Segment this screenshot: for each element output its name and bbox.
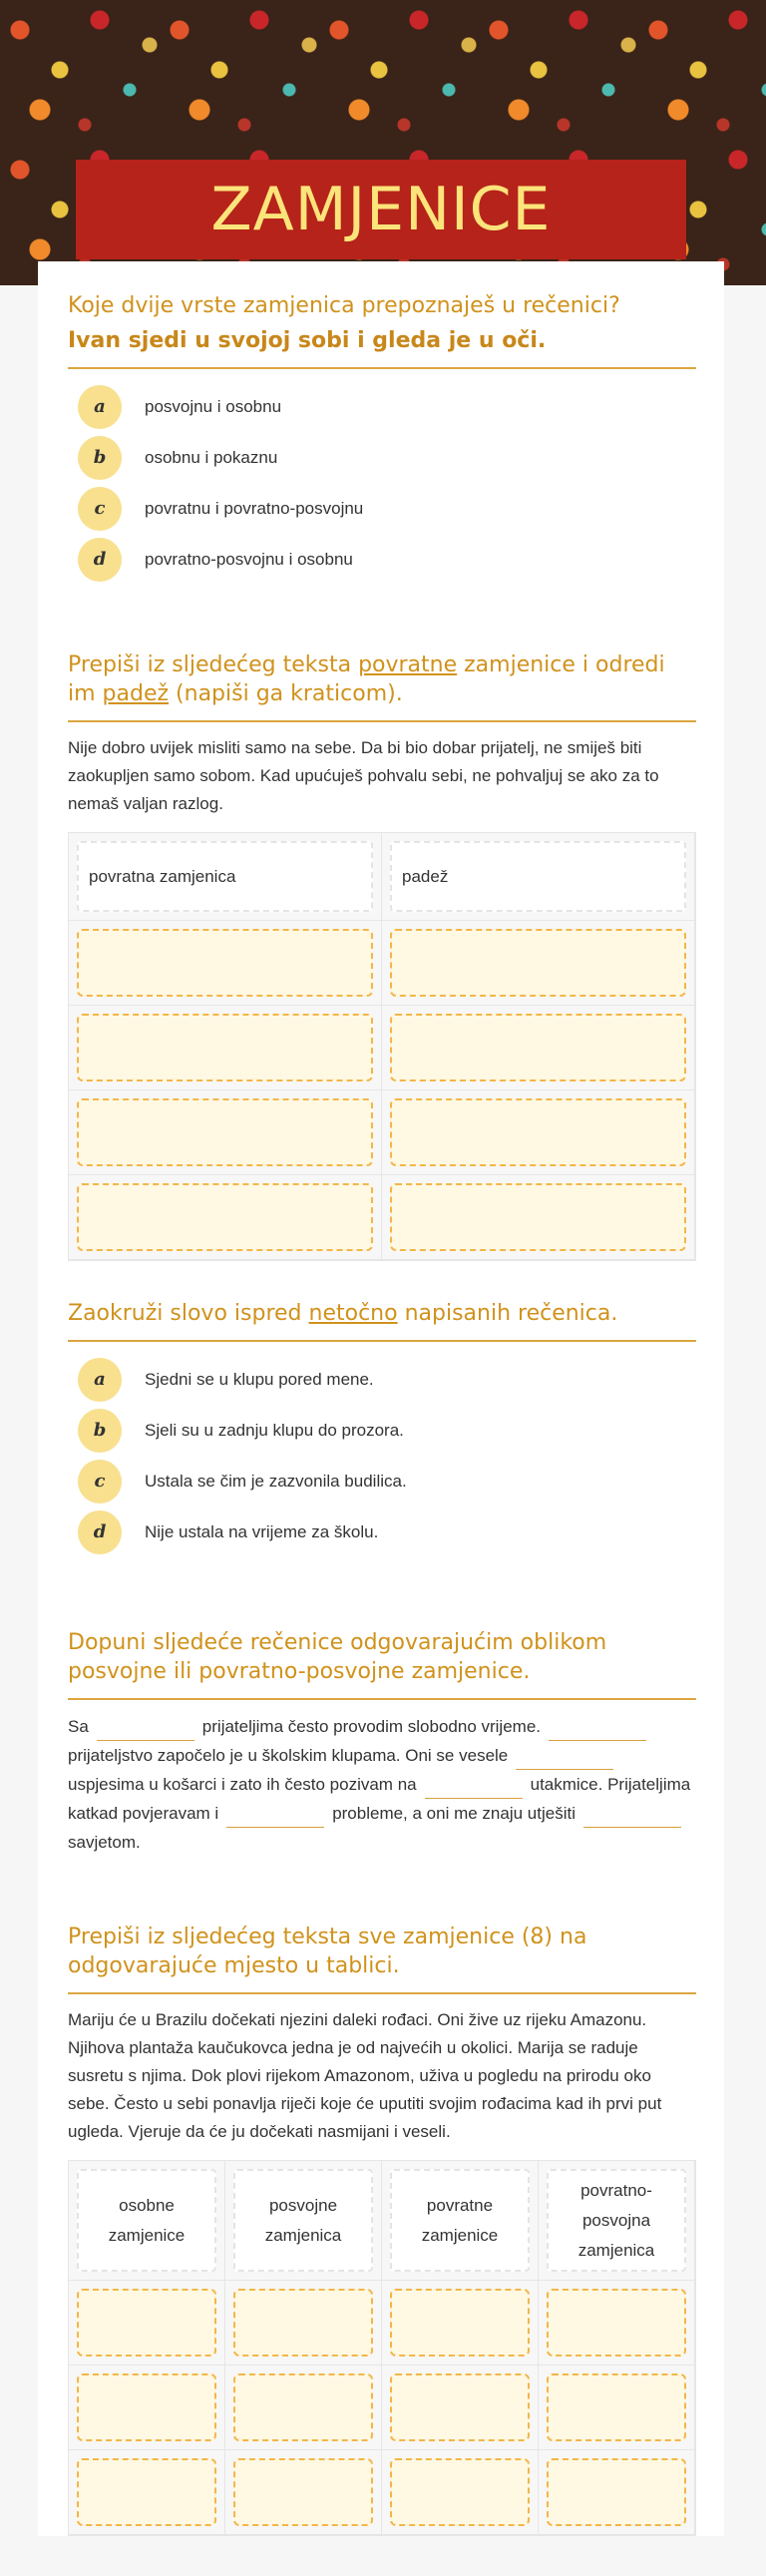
option-letter-badge[interactable]: a <box>78 385 122 429</box>
q2-text: Nije dobro uvijek misliti samo na sebe. Da bi bio dobar prijatelj, ne smiješ biti zaokupljen samo sobom. Kad upućuješ pohvalu sebi, ne pohvaljuj se ako za to nemaš valjan razlog. <box>68 738 659 813</box>
table-cell <box>225 2281 382 2365</box>
table-cell <box>69 1175 382 1260</box>
answer-input[interactable] <box>77 2289 216 2357</box>
q2-underline-povratne: povratne <box>358 652 458 677</box>
page-title: ZAMJENICE <box>210 175 552 244</box>
q5-heading: Prepiši iz sljedećeg teksta sve zamjenice (8) na odgovarajuće mjesto u tablici. <box>68 1923 696 1994</box>
q2-heading-text: Prepiši iz sljedećeg teksta <box>68 652 359 677</box>
option-text: Nije ustala na vrijeme za školu. <box>145 1521 379 1541</box>
answer-input[interactable] <box>233 2373 373 2441</box>
q3-heading <box>68 1299 696 1342</box>
table-cell <box>382 1006 695 1090</box>
column-header: povratna zamjenica <box>77 841 373 912</box>
table-cell <box>69 1090 382 1175</box>
option-letter-badge[interactable]: b <box>78 436 122 480</box>
title-banner <box>76 160 686 259</box>
q3-heading-text: Zaokruži slovo ispred <box>68 1301 309 1326</box>
question-4 <box>68 1628 696 1857</box>
option-c[interactable] <box>78 483 696 534</box>
answer-input[interactable] <box>390 929 686 997</box>
option-text: posvojnu i osobnu <box>145 396 282 416</box>
table-cell <box>382 2450 539 2535</box>
blank-input[interactable] <box>97 1721 194 1741</box>
table-cell <box>69 921 382 1006</box>
table-cell <box>69 2450 225 2535</box>
option-letter-badge[interactable]: d <box>78 1510 122 1554</box>
option-b[interactable] <box>78 432 696 483</box>
answer-input[interactable] <box>390 1098 686 1166</box>
table-header-cell <box>539 2161 695 2281</box>
blank-input[interactable] <box>516 1750 613 1770</box>
answer-input[interactable] <box>77 1014 373 1081</box>
table-cell <box>382 1175 695 1260</box>
fill-text-segment: probleme, a oni me znaju utješiti <box>332 1804 575 1823</box>
option-d[interactable] <box>78 534 696 585</box>
table-cell <box>225 2365 382 2450</box>
q2-table <box>68 832 696 1261</box>
q2-heading-text: zamjenice i odredi im <box>68 652 665 706</box>
answer-input[interactable] <box>390 1183 686 1251</box>
column-header: posvojne zamjenica <box>233 2169 373 2272</box>
q4-heading: Dopuni sljedeće rečenice odgovarajućim oblikom posvojne ili povratno-posvojne zamjenice. <box>68 1628 696 1700</box>
answer-input[interactable] <box>390 1014 686 1081</box>
option-a[interactable] <box>78 381 696 432</box>
option-letter-badge[interactable]: c <box>78 487 122 531</box>
table-cell <box>539 2365 695 2450</box>
answer-input[interactable] <box>390 2458 530 2526</box>
fill-text-segment: uspjesima u košarci i zato ih često pozivam na <box>68 1775 417 1794</box>
table-cell <box>69 2281 225 2365</box>
option-text: osobnu i pokaznu <box>145 447 278 467</box>
answer-input[interactable] <box>77 1183 373 1251</box>
blank-input[interactable] <box>425 1779 523 1799</box>
blank-input[interactable] <box>583 1808 681 1828</box>
option-letter-badge[interactable]: a <box>78 1358 122 1402</box>
answer-input[interactable] <box>77 1098 373 1166</box>
column-header: osobne zamjenice <box>77 2169 216 2272</box>
table-cell <box>382 2365 539 2450</box>
q1-heading <box>68 291 696 369</box>
column-header: povratno-posvojna zamjenica <box>547 2169 686 2272</box>
answer-input[interactable] <box>77 2458 216 2526</box>
option-letter-badge[interactable]: b <box>78 1409 122 1453</box>
q3-underline-netocno: netočno <box>308 1301 398 1326</box>
q2-underline-padez: padež <box>102 681 170 706</box>
fill-text-segment: Sa <box>68 1717 89 1736</box>
option-text: povratnu i povratno-posvojnu <box>145 498 364 518</box>
fill-text-segment: prijateljstvo započelo je u školskim klupama. Oni se vesele <box>68 1746 509 1765</box>
option-a[interactable] <box>78 1354 696 1405</box>
answer-input[interactable] <box>547 2458 686 2526</box>
table-header-cell <box>382 2161 539 2281</box>
table-cell <box>382 921 695 1006</box>
column-header: padež <box>390 841 686 912</box>
question-1 <box>68 291 696 585</box>
answer-input[interactable] <box>547 2373 686 2441</box>
q1-sentence: Ivan sjedi u svojoj sobi i gleda je u oči. <box>68 328 547 353</box>
table-cell <box>539 2281 695 2365</box>
option-letter-badge[interactable]: d <box>78 538 122 582</box>
answer-input[interactable] <box>233 2458 373 2526</box>
blank-input[interactable] <box>226 1808 324 1828</box>
answer-input[interactable] <box>390 2289 530 2357</box>
option-text: Sjeli su u zadnju klupu do prozora. <box>145 1420 404 1440</box>
q1-heading-text: Koje dvije vrste zamjenica prepoznaješ u rečenici? <box>68 293 620 318</box>
table-cell <box>69 2365 225 2450</box>
q4-fill-text <box>68 1712 696 1857</box>
answer-input[interactable] <box>233 2289 373 2357</box>
table-cell <box>225 2450 382 2535</box>
option-d[interactable] <box>78 1506 696 1557</box>
question-3 <box>68 1299 696 1557</box>
table-header-cell <box>69 2161 225 2281</box>
answer-input[interactable] <box>77 929 373 997</box>
option-text: povratno-posvojnu i osobnu <box>145 549 353 569</box>
answer-input[interactable] <box>390 2373 530 2441</box>
answer-input[interactable] <box>77 2373 216 2441</box>
fill-text-segment: savjetom. <box>68 1833 141 1852</box>
table-cell <box>382 1090 695 1175</box>
worksheet-card <box>38 261 724 2536</box>
column-header: povratne zamjenice <box>390 2169 530 2272</box>
question-5 <box>68 1923 696 2536</box>
q2-heading <box>68 650 696 722</box>
answer-input[interactable] <box>547 2289 686 2357</box>
table-header-cell <box>69 833 382 921</box>
q2-heading-text: (napiši ga kraticom). <box>169 681 403 706</box>
q5-text: Mariju će u Brazilu dočekati njezini daleki rođaci. Oni žive uz rijeku Amazonu. Njihova plantaža kaučukovca jedna je od najvećih u okolici. Marija se raduje susretu s njima. Dok plovi rijekom Amazonom, uživa u pogledu na prirodu oko sebe. Često u sebi ponavlja riječi koje će uputiti svojim rođacima kad ih prvi put ugleda. Vjeruje da će ju dočekati nasmijani i veseli. <box>68 2010 662 2141</box>
blank-input[interactable] <box>549 1721 646 1741</box>
table-header-cell <box>382 833 695 921</box>
option-c[interactable] <box>78 1456 696 1506</box>
option-text: Ustala se čim je zazvonila budilica. <box>145 1471 407 1491</box>
question-2 <box>68 650 696 1261</box>
table-header-cell <box>225 2161 382 2281</box>
q5-table <box>68 2160 696 2536</box>
q3-heading-text: napisanih rečenica. <box>397 1301 618 1326</box>
fill-text-segment: utakmice. Prijateljima katkad povjeravam i <box>68 1775 691 1823</box>
fill-text-segment: prijateljima često provodim slobodno vrijeme. <box>201 1717 541 1736</box>
option-letter-badge[interactable]: c <box>78 1460 122 1503</box>
table-cell <box>539 2450 695 2535</box>
option-text: Sjedni se u klupu pored mene. <box>145 1369 374 1389</box>
option-b[interactable] <box>78 1405 696 1456</box>
table-cell <box>69 1006 382 1090</box>
table-cell <box>382 2281 539 2365</box>
